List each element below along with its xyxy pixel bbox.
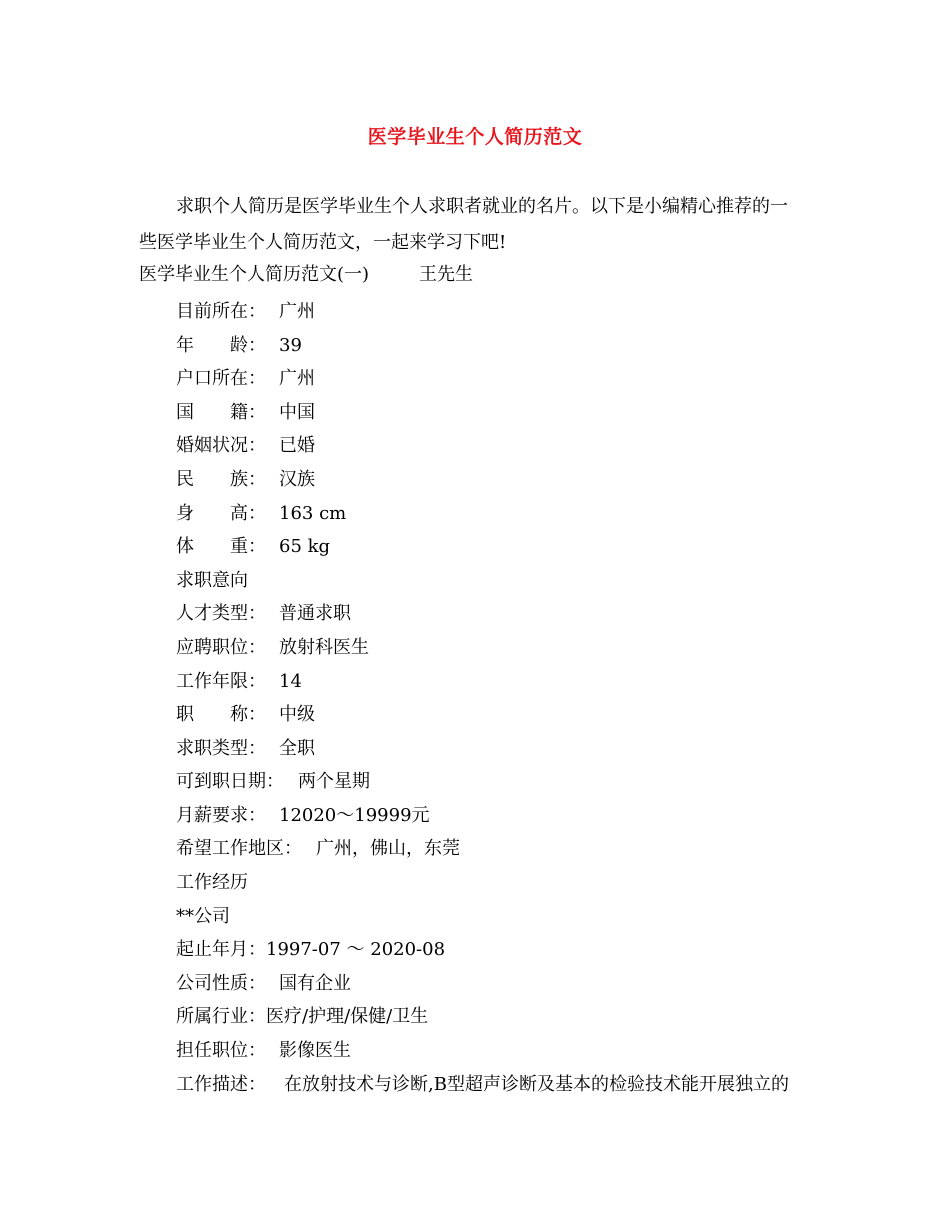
work-history-heading: 工作经历: [176, 872, 248, 893]
intent-row-title: [176, 700, 315, 726]
info-value: 中级: [279, 704, 315, 725]
info-label: 可到职日期：: [176, 771, 284, 792]
info-label: 所属行业：: [176, 1006, 266, 1027]
info-value: 全职: [279, 738, 315, 759]
intent-row-available-date: [176, 767, 370, 793]
work-row-description: [176, 1070, 789, 1096]
info-value: 39: [279, 335, 302, 356]
info-value: 医疗/护理/保健/卫生: [266, 1006, 429, 1027]
info-label: 应聘职位：: [176, 637, 266, 658]
info-label: 国 籍：: [176, 402, 266, 423]
info-value: 普通求职: [279, 603, 351, 624]
section-heading: [139, 260, 473, 286]
section-heading-text: 医学毕业生个人简历范文(一): [139, 264, 370, 285]
info-value: 已婚: [279, 435, 315, 456]
intro-paragraph-line-1: 求职个人简历是医学毕业生个人求职者就业的名片。以下是小编精心推荐的一: [176, 196, 788, 217]
intent-row-salary: [176, 801, 430, 827]
info-label: 目前所在：: [176, 301, 266, 322]
intent-row-years: [176, 667, 302, 693]
info-value: 65 kg: [279, 536, 331, 557]
info-value: 两个星期: [298, 771, 370, 792]
info-label: 公司性质：: [176, 973, 266, 994]
info-label: 工作描述：: [176, 1074, 266, 1095]
info-row-hukou: [176, 364, 315, 390]
info-label: 月薪要求：: [176, 805, 266, 826]
info-value: 在放射技术与诊断,B型超声诊断及基本的检验技术能开展独立的: [284, 1074, 789, 1095]
work-row-position: [176, 1036, 351, 1062]
info-label: 希望工作地区：: [176, 838, 302, 859]
info-value: 汉族: [279, 469, 315, 490]
info-row-nationality: [176, 398, 315, 424]
info-row-weight: [176, 532, 330, 558]
info-label: 身 高：: [176, 503, 266, 524]
work-period: 起止年月：1997-07 ～ 2020-08: [176, 939, 446, 960]
document-title: 医学毕业生个人简历范文: [367, 126, 583, 148]
intent-row-talent-type: [176, 599, 351, 625]
info-row-location: [176, 297, 315, 323]
info-value: 影像医生: [279, 1040, 351, 1061]
info-label: 户口所在：: [176, 368, 266, 389]
info-label: 工作年限：: [176, 671, 266, 692]
info-value: 12020～19999元: [279, 805, 430, 826]
info-value: 广州，佛山，东莞: [316, 838, 460, 859]
info-value: 中国: [279, 402, 315, 423]
info-value: 广州: [279, 368, 315, 389]
info-row-age: [176, 331, 302, 357]
intent-row-position: [176, 633, 369, 659]
info-label: 体 重：: [176, 536, 266, 557]
job-intent-heading: 求职意向: [176, 570, 248, 591]
info-value: 163 cm: [279, 503, 347, 524]
intro-paragraph-line-2: 些医学毕业生个人简历范文，一起来学习下吧!: [139, 232, 507, 253]
info-value: 国有企业: [279, 973, 351, 994]
info-value: 广州: [279, 301, 315, 322]
info-value: 14: [279, 671, 302, 692]
info-label: 求职类型：: [176, 738, 266, 759]
info-row-marital: [176, 431, 315, 457]
person-name: 王先生: [419, 264, 474, 285]
intent-row-region: [176, 834, 460, 860]
intent-row-job-type: [176, 734, 315, 760]
info-label: 婚姻状况：: [176, 435, 266, 456]
info-label: 职 称：: [176, 704, 266, 725]
work-row-company-type: [176, 969, 351, 995]
info-row-height: [176, 499, 346, 525]
info-label: 年 龄：: [176, 335, 266, 356]
info-label: 担任职位：: [176, 1040, 266, 1061]
company-name: **公司: [176, 906, 230, 927]
info-label: 民 族：: [176, 469, 266, 490]
info-label: 人才类型：: [176, 603, 266, 624]
work-row-industry: [176, 1002, 428, 1028]
info-row-ethnicity: [176, 465, 315, 491]
info-value: 放射科医生: [279, 637, 369, 658]
